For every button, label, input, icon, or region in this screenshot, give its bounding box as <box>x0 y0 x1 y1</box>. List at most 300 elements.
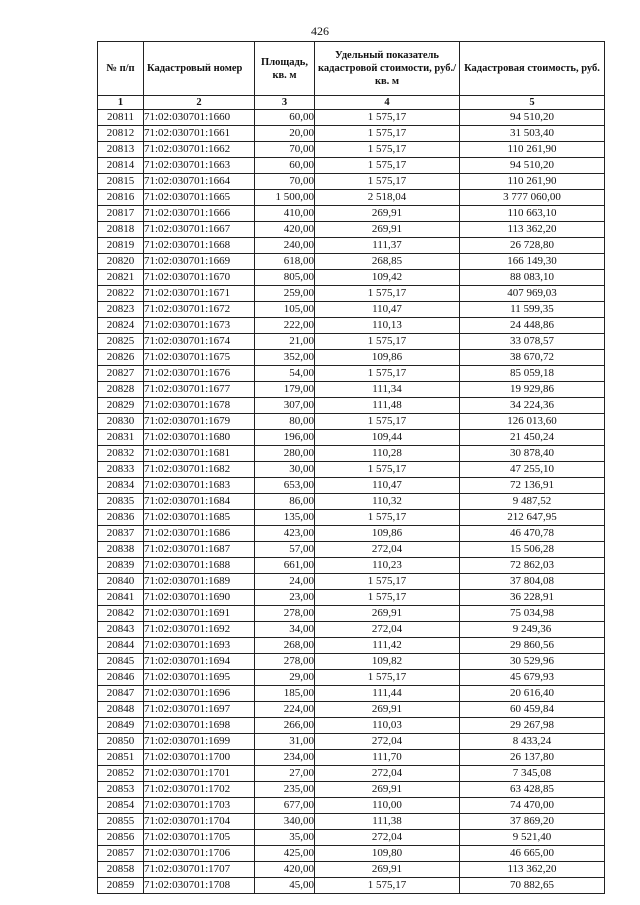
cell-row-number: 20857 <box>98 846 144 862</box>
cell-area: 179,00 <box>255 382 315 398</box>
header-row-number: № п/п <box>98 42 144 96</box>
cell-area: 35,00 <box>255 830 315 846</box>
cell-cadastral-number: 71:02:030701:1690 <box>144 590 255 606</box>
table-row <box>98 622 605 638</box>
table-row <box>98 334 605 350</box>
cell-area: 54,00 <box>255 366 315 382</box>
cell-cadastral-value: 94 510,20 <box>460 158 605 174</box>
cell-row-number: 20833 <box>98 462 144 478</box>
cell-cadastral-value: 113 362,20 <box>460 222 605 238</box>
cell-row-number: 20819 <box>98 238 144 254</box>
cell-cadastral-number: 71:02:030701:1665 <box>144 190 255 206</box>
cell-cadastral-number: 71:02:030701:1696 <box>144 686 255 702</box>
cell-cadastral-number: 71:02:030701:1706 <box>144 846 255 862</box>
cell-row-number: 20818 <box>98 222 144 238</box>
cell-row-number: 20846 <box>98 670 144 686</box>
cell-cadastral-value: 407 969,03 <box>460 286 605 302</box>
cell-cadastral-number: 71:02:030701:1684 <box>144 494 255 510</box>
cell-specific-value: 1 575,17 <box>315 366 460 382</box>
column-index: 4 <box>315 96 460 110</box>
cell-specific-value: 1 575,17 <box>315 510 460 526</box>
cell-area: 196,00 <box>255 430 315 446</box>
cell-cadastral-value: 20 616,40 <box>460 686 605 702</box>
cell-cadastral-number: 71:02:030701:1691 <box>144 606 255 622</box>
cell-cadastral-value: 7 345,08 <box>460 766 605 782</box>
cell-cadastral-value: 72 862,03 <box>460 558 605 574</box>
cell-cadastral-value: 166 149,30 <box>460 254 605 270</box>
cell-area: 410,00 <box>255 206 315 222</box>
cell-specific-value: 2 518,04 <box>315 190 460 206</box>
cell-cadastral-value: 30 529,96 <box>460 654 605 670</box>
cell-cadastral-value: 110 261,90 <box>460 174 605 190</box>
cell-specific-value: 1 575,17 <box>315 878 460 894</box>
cell-row-number: 20850 <box>98 734 144 750</box>
cell-specific-value: 272,04 <box>315 734 460 750</box>
cell-specific-value: 110,00 <box>315 798 460 814</box>
table-row <box>98 286 605 302</box>
table-row <box>98 430 605 446</box>
table-header-row <box>98 42 605 96</box>
cell-area: 805,00 <box>255 270 315 286</box>
cell-cadastral-value: 75 034,98 <box>460 606 605 622</box>
cell-cadastral-value: 63 428,85 <box>460 782 605 798</box>
cell-row-number: 20822 <box>98 286 144 302</box>
cell-specific-value: 111,34 <box>315 382 460 398</box>
cell-cadastral-number: 71:02:030701:1681 <box>144 446 255 462</box>
cell-specific-value: 1 575,17 <box>315 142 460 158</box>
cell-cadastral-number: 71:02:030701:1674 <box>144 334 255 350</box>
cell-row-number: 20832 <box>98 446 144 462</box>
cell-row-number: 20852 <box>98 766 144 782</box>
cell-specific-value: 269,91 <box>315 702 460 718</box>
cell-cadastral-number: 71:02:030701:1664 <box>144 174 255 190</box>
cell-row-number: 20816 <box>98 190 144 206</box>
table-row <box>98 206 605 222</box>
cell-cadastral-value: 60 459,84 <box>460 702 605 718</box>
cell-row-number: 20839 <box>98 558 144 574</box>
cell-area: 420,00 <box>255 862 315 878</box>
cell-cadastral-number: 71:02:030701:1707 <box>144 862 255 878</box>
cell-cadastral-value: 29 860,56 <box>460 638 605 654</box>
cell-cadastral-number: 71:02:030701:1688 <box>144 558 255 574</box>
table-row <box>98 606 605 622</box>
cadastral-value-table <box>97 41 605 894</box>
cell-row-number: 20841 <box>98 590 144 606</box>
cell-specific-value: 1 575,17 <box>315 590 460 606</box>
cell-area: 618,00 <box>255 254 315 270</box>
cell-specific-value: 1 575,17 <box>315 174 460 190</box>
cell-row-number: 20853 <box>98 782 144 798</box>
cell-row-number: 20856 <box>98 830 144 846</box>
table-row <box>98 190 605 206</box>
cell-cadastral-value: 74 470,00 <box>460 798 605 814</box>
cell-specific-value: 269,91 <box>315 862 460 878</box>
cell-specific-value: 272,04 <box>315 766 460 782</box>
cell-area: 266,00 <box>255 718 315 734</box>
cell-row-number: 20835 <box>98 494 144 510</box>
table-row <box>98 494 605 510</box>
cell-row-number: 20827 <box>98 366 144 382</box>
cell-cadastral-value: 72 136,91 <box>460 478 605 494</box>
cell-cadastral-number: 71:02:030701:1676 <box>144 366 255 382</box>
cell-specific-value: 272,04 <box>315 542 460 558</box>
cell-area: 86,00 <box>255 494 315 510</box>
cell-specific-value: 269,91 <box>315 606 460 622</box>
cell-specific-value: 111,44 <box>315 686 460 702</box>
cell-cadastral-number: 71:02:030701:1708 <box>144 878 255 894</box>
cell-specific-value: 111,42 <box>315 638 460 654</box>
cell-specific-value: 111,70 <box>315 750 460 766</box>
cell-cadastral-number: 71:02:030701:1698 <box>144 718 255 734</box>
cell-cadastral-number: 71:02:030701:1701 <box>144 766 255 782</box>
cell-cadastral-number: 71:02:030701:1686 <box>144 526 255 542</box>
cell-cadastral-number: 71:02:030701:1700 <box>144 750 255 766</box>
cell-row-number: 20840 <box>98 574 144 590</box>
cell-specific-value: 109,82 <box>315 654 460 670</box>
table-row <box>98 750 605 766</box>
cell-cadastral-number: 71:02:030701:1678 <box>144 398 255 414</box>
cell-area: 677,00 <box>255 798 315 814</box>
cell-cadastral-value: 29 267,98 <box>460 718 605 734</box>
table-row <box>98 302 605 318</box>
cell-row-number: 20854 <box>98 798 144 814</box>
cell-row-number: 20823 <box>98 302 144 318</box>
cell-cadastral-number: 71:02:030701:1662 <box>144 142 255 158</box>
cell-cadastral-value: 9 249,36 <box>460 622 605 638</box>
header-area: Площадь, кв. м <box>255 42 315 96</box>
cell-specific-value: 109,86 <box>315 526 460 542</box>
cell-row-number: 20855 <box>98 814 144 830</box>
cell-cadastral-value: 31 503,40 <box>460 126 605 142</box>
cell-area: 661,00 <box>255 558 315 574</box>
column-index: 3 <box>255 96 315 110</box>
cell-cadastral-number: 71:02:030701:1697 <box>144 702 255 718</box>
table-row <box>98 222 605 238</box>
table-row <box>98 734 605 750</box>
cell-row-number: 20845 <box>98 654 144 670</box>
column-index: 5 <box>460 96 605 110</box>
cell-area: 1 500,00 <box>255 190 315 206</box>
cell-row-number: 20814 <box>98 158 144 174</box>
cell-area: 135,00 <box>255 510 315 526</box>
cell-specific-value: 110,47 <box>315 478 460 494</box>
table-row <box>98 254 605 270</box>
cell-cadastral-number: 71:02:030701:1694 <box>144 654 255 670</box>
cell-cadastral-value: 24 448,86 <box>460 318 605 334</box>
table-row <box>98 350 605 366</box>
cell-specific-value: 1 575,17 <box>315 670 460 686</box>
cell-specific-value: 1 575,17 <box>315 462 460 478</box>
table-row <box>98 526 605 542</box>
cell-specific-value: 1 575,17 <box>315 126 460 142</box>
cell-area: 234,00 <box>255 750 315 766</box>
cell-cadastral-value: 37 804,08 <box>460 574 605 590</box>
cell-specific-value: 272,04 <box>315 830 460 846</box>
cell-cadastral-value: 126 013,60 <box>460 414 605 430</box>
cell-cadastral-number: 71:02:030701:1667 <box>144 222 255 238</box>
cell-row-number: 20844 <box>98 638 144 654</box>
cell-area: 60,00 <box>255 110 315 126</box>
cell-area: 21,00 <box>255 334 315 350</box>
cell-area: 278,00 <box>255 606 315 622</box>
cell-area: 23,00 <box>255 590 315 606</box>
table-row <box>98 446 605 462</box>
cell-cadastral-number: 71:02:030701:1669 <box>144 254 255 270</box>
cell-specific-value: 269,91 <box>315 782 460 798</box>
cell-cadastral-number: 71:02:030701:1660 <box>144 110 255 126</box>
table-row <box>98 878 605 894</box>
cell-area: 235,00 <box>255 782 315 798</box>
cell-row-number: 20812 <box>98 126 144 142</box>
cell-cadastral-number: 71:02:030701:1689 <box>144 574 255 590</box>
cell-cadastral-value: 8 433,24 <box>460 734 605 750</box>
cell-specific-value: 109,80 <box>315 846 460 862</box>
cell-area: 278,00 <box>255 654 315 670</box>
cell-area: 420,00 <box>255 222 315 238</box>
cell-specific-value: 1 575,17 <box>315 158 460 174</box>
cell-specific-value: 1 575,17 <box>315 286 460 302</box>
cell-row-number: 20821 <box>98 270 144 286</box>
table-row <box>98 814 605 830</box>
cell-specific-value: 110,32 <box>315 494 460 510</box>
cell-cadastral-value: 37 869,20 <box>460 814 605 830</box>
cell-cadastral-value: 30 878,40 <box>460 446 605 462</box>
cell-cadastral-value: 15 506,28 <box>460 542 605 558</box>
table-row <box>98 590 605 606</box>
cell-specific-value: 1 575,17 <box>315 334 460 350</box>
cell-specific-value: 109,42 <box>315 270 460 286</box>
table-row <box>98 398 605 414</box>
cell-row-number: 20828 <box>98 382 144 398</box>
cell-row-number: 20843 <box>98 622 144 638</box>
table-row <box>98 654 605 670</box>
cell-row-number: 20829 <box>98 398 144 414</box>
cell-cadastral-number: 71:02:030701:1702 <box>144 782 255 798</box>
cell-row-number: 20825 <box>98 334 144 350</box>
cell-row-number: 20811 <box>98 110 144 126</box>
table-row <box>98 110 605 126</box>
cell-cadastral-number: 71:02:030701:1693 <box>144 638 255 654</box>
cell-area: 224,00 <box>255 702 315 718</box>
cell-specific-value: 111,48 <box>315 398 460 414</box>
cell-cadastral-number: 71:02:030701:1663 <box>144 158 255 174</box>
table-row <box>98 142 605 158</box>
cell-cadastral-value: 26 728,80 <box>460 238 605 254</box>
cell-area: 20,00 <box>255 126 315 142</box>
cell-cadastral-number: 71:02:030701:1677 <box>144 382 255 398</box>
cell-cadastral-value: 45 679,93 <box>460 670 605 686</box>
table-row <box>98 862 605 878</box>
cell-row-number: 20851 <box>98 750 144 766</box>
table-row <box>98 670 605 686</box>
table-row <box>98 686 605 702</box>
cell-area: 423,00 <box>255 526 315 542</box>
cell-cadastral-value: 110 663,10 <box>460 206 605 222</box>
cell-cadastral-value: 85 059,18 <box>460 366 605 382</box>
cell-row-number: 20831 <box>98 430 144 446</box>
cell-specific-value: 272,04 <box>315 622 460 638</box>
table-row <box>98 542 605 558</box>
cell-cadastral-value: 3 777 060,00 <box>460 190 605 206</box>
cell-area: 340,00 <box>255 814 315 830</box>
table-row <box>98 366 605 382</box>
table-row <box>98 702 605 718</box>
cell-cadastral-value: 94 510,20 <box>460 110 605 126</box>
cell-cadastral-number: 71:02:030701:1679 <box>144 414 255 430</box>
cell-row-number: 20836 <box>98 510 144 526</box>
page-number: 426 <box>311 24 329 38</box>
cell-specific-value: 110,28 <box>315 446 460 462</box>
cell-row-number: 20848 <box>98 702 144 718</box>
cell-cadastral-number: 71:02:030701:1673 <box>144 318 255 334</box>
table-row <box>98 830 605 846</box>
cell-cadastral-value: 47 255,10 <box>460 462 605 478</box>
table-row <box>98 766 605 782</box>
cell-cadastral-number: 71:02:030701:1705 <box>144 830 255 846</box>
table-row <box>98 174 605 190</box>
cell-area: 57,00 <box>255 542 315 558</box>
table-row <box>98 558 605 574</box>
cell-area: 30,00 <box>255 462 315 478</box>
cell-cadastral-number: 71:02:030701:1671 <box>144 286 255 302</box>
cell-area: 31,00 <box>255 734 315 750</box>
cell-cadastral-value: 212 647,95 <box>460 510 605 526</box>
cell-specific-value: 110,23 <box>315 558 460 574</box>
cell-area: 24,00 <box>255 574 315 590</box>
cell-cadastral-value: 34 224,36 <box>460 398 605 414</box>
cell-row-number: 20834 <box>98 478 144 494</box>
table-row <box>98 846 605 862</box>
cell-specific-value: 268,85 <box>315 254 460 270</box>
cell-area: 70,00 <box>255 142 315 158</box>
table-row <box>98 718 605 734</box>
cell-cadastral-number: 71:02:030701:1675 <box>144 350 255 366</box>
cell-cadastral-value: 33 078,57 <box>460 334 605 350</box>
table-row <box>98 782 605 798</box>
cell-row-number: 20817 <box>98 206 144 222</box>
cell-row-number: 20847 <box>98 686 144 702</box>
cell-cadastral-value: 110 261,90 <box>460 142 605 158</box>
cell-area: 425,00 <box>255 846 315 862</box>
cell-row-number: 20813 <box>98 142 144 158</box>
table-row <box>98 126 605 142</box>
cell-specific-value: 1 575,17 <box>315 574 460 590</box>
header-cadastral-number: Кадастровый номер <box>144 42 255 96</box>
cell-cadastral-number: 71:02:030701:1661 <box>144 126 255 142</box>
header-cadastral-value: Кадастровая стоимость, руб. <box>460 42 605 96</box>
cell-area: 185,00 <box>255 686 315 702</box>
cell-cadastral-value: 88 083,10 <box>460 270 605 286</box>
cell-cadastral-number: 71:02:030701:1699 <box>144 734 255 750</box>
cell-area: 280,00 <box>255 446 315 462</box>
cell-specific-value: 110,03 <box>315 718 460 734</box>
cell-area: 352,00 <box>255 350 315 366</box>
table-row <box>98 478 605 494</box>
cell-cadastral-number: 71:02:030701:1704 <box>144 814 255 830</box>
cell-cadastral-number: 71:02:030701:1682 <box>144 462 255 478</box>
cell-specific-value: 269,91 <box>315 222 460 238</box>
cell-area: 653,00 <box>255 478 315 494</box>
cell-row-number: 20837 <box>98 526 144 542</box>
table-row <box>98 414 605 430</box>
cell-row-number: 20858 <box>98 862 144 878</box>
cell-cadastral-value: 46 470,78 <box>460 526 605 542</box>
cell-area: 240,00 <box>255 238 315 254</box>
cell-cadastral-value: 70 882,65 <box>460 878 605 894</box>
cell-row-number: 20820 <box>98 254 144 270</box>
cell-cadastral-number: 71:02:030701:1695 <box>144 670 255 686</box>
cell-area: 259,00 <box>255 286 315 302</box>
cell-row-number: 20815 <box>98 174 144 190</box>
table-body <box>98 110 605 894</box>
cell-cadastral-number: 71:02:030701:1687 <box>144 542 255 558</box>
table-row <box>98 382 605 398</box>
cell-cadastral-value: 9 487,52 <box>460 494 605 510</box>
table-row <box>98 510 605 526</box>
cell-cadastral-number: 71:02:030701:1685 <box>144 510 255 526</box>
cell-cadastral-value: 46 665,00 <box>460 846 605 862</box>
cell-specific-value: 109,44 <box>315 430 460 446</box>
table-row <box>98 798 605 814</box>
cell-area: 34,00 <box>255 622 315 638</box>
cell-row-number: 20849 <box>98 718 144 734</box>
cell-specific-value: 110,47 <box>315 302 460 318</box>
cell-area: 80,00 <box>255 414 315 430</box>
table-row <box>98 462 605 478</box>
cell-cadastral-value: 113 362,20 <box>460 862 605 878</box>
cell-cadastral-value: 11 599,35 <box>460 302 605 318</box>
cell-area: 45,00 <box>255 878 315 894</box>
cell-cadastral-value: 36 228,91 <box>460 590 605 606</box>
cell-specific-value: 1 575,17 <box>315 110 460 126</box>
cell-cadastral-value: 26 137,80 <box>460 750 605 766</box>
cell-specific-value: 109,86 <box>315 350 460 366</box>
cell-row-number: 20842 <box>98 606 144 622</box>
cell-cadastral-number: 71:02:030701:1672 <box>144 302 255 318</box>
table-row <box>98 318 605 334</box>
cell-row-number: 20830 <box>98 414 144 430</box>
table-row <box>98 574 605 590</box>
cell-cadastral-number: 71:02:030701:1703 <box>144 798 255 814</box>
cell-area: 307,00 <box>255 398 315 414</box>
cell-area: 222,00 <box>255 318 315 334</box>
cell-area: 29,00 <box>255 670 315 686</box>
header-specific-value: Удельный показатель кадастровой стоимости, руб./кв. м <box>315 42 460 96</box>
cell-area: 27,00 <box>255 766 315 782</box>
cell-cadastral-number: 71:02:030701:1680 <box>144 430 255 446</box>
cell-cadastral-number: 71:02:030701:1668 <box>144 238 255 254</box>
cell-cadastral-value: 38 670,72 <box>460 350 605 366</box>
cell-row-number: 20859 <box>98 878 144 894</box>
cell-specific-value: 110,13 <box>315 318 460 334</box>
cell-row-number: 20824 <box>98 318 144 334</box>
cell-area: 105,00 <box>255 302 315 318</box>
cell-area: 268,00 <box>255 638 315 654</box>
table-row <box>98 270 605 286</box>
cell-cadastral-value: 19 929,86 <box>460 382 605 398</box>
cell-area: 70,00 <box>255 174 315 190</box>
cell-row-number: 20838 <box>98 542 144 558</box>
cell-specific-value: 111,37 <box>315 238 460 254</box>
cell-cadastral-number: 71:02:030701:1666 <box>144 206 255 222</box>
column-index-row <box>98 96 605 110</box>
table-row <box>98 638 605 654</box>
cell-cadastral-value: 9 521,40 <box>460 830 605 846</box>
column-index: 2 <box>144 96 255 110</box>
cell-cadastral-number: 71:02:030701:1670 <box>144 270 255 286</box>
cell-specific-value: 111,38 <box>315 814 460 830</box>
cell-cadastral-number: 71:02:030701:1683 <box>144 478 255 494</box>
